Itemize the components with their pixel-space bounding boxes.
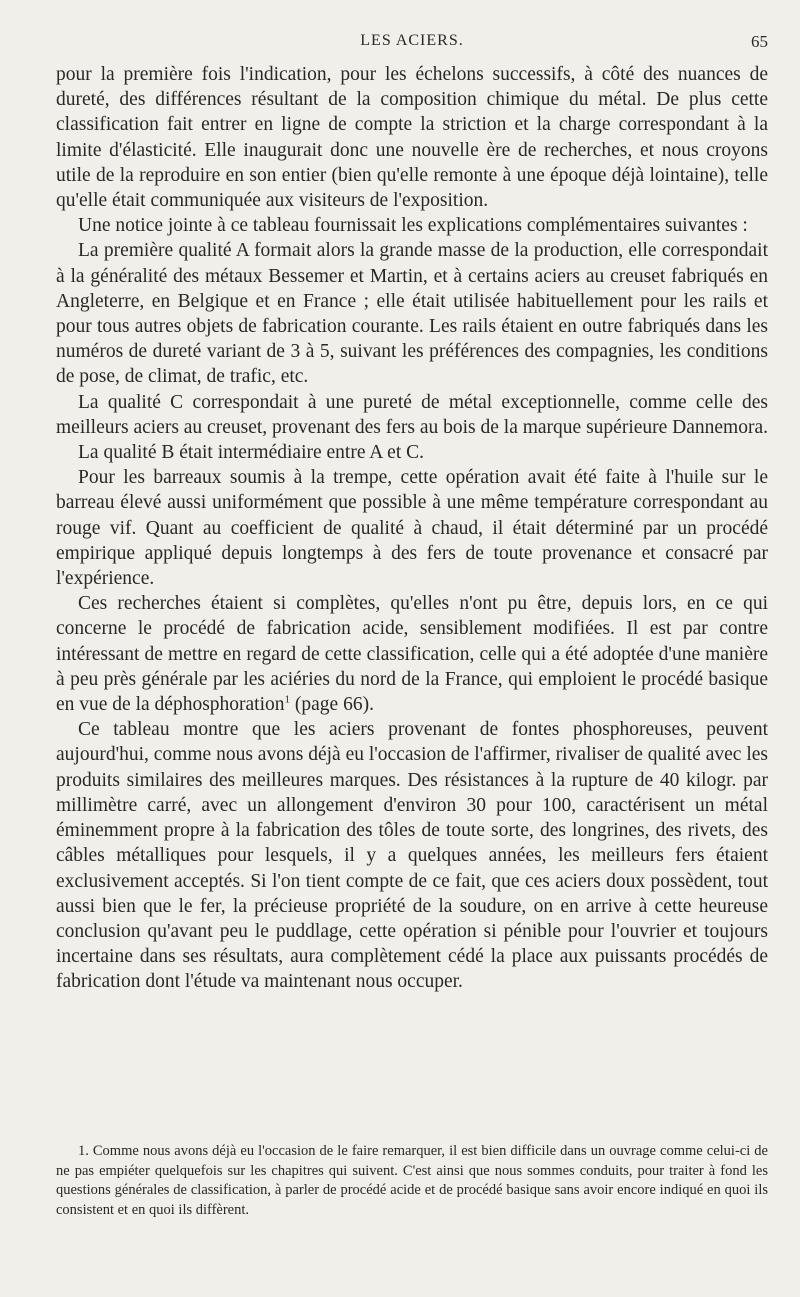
paragraph: La qualité B était intermédiaire entre A et C.: [78, 442, 425, 464]
paragraph: La première qualité A formait alors la grande masse de la production, elle correspondait à la généralité des métaux Bessemer et Martin, et à certains aciers au creuset fabriqués en Angleterre, en Belgique et en France ; elle était utilisée habituellement pour les rails et pour tous autres objets de fabrication courante. Les rails étaient en outre fabriqués dans les numéros de dureté variant de 3 à 5, suivant les préférences des compagnies, les conditions de pose, de climat, de trafic, etc.: [56, 240, 768, 388]
footnotes: [56, 1142, 768, 1220]
footnote-text: Comme nous avons déjà eu l'occasion de le faire remarquer, il est bien difficile dans un ouvrage comme celui-ci de ne pas empiéter quelquefois sur les chapitres qui suivent. C'est ainsi que nous sommes conduits, pour traiter à fond les questions générales de classification, à parler de procédé acide et de procédé basique sans avoir encore indiqué en quoi ils consistent et en quoi ils diffèrent.: [56, 1143, 768, 1218]
paragraph: Ce tableau montre que les aciers provenant de fontes phosphoreuses, peuvent aujourd'hui, comme nous avons déjà eu l'occasion de l'affirmer, rivaliser de qualité avec les produits similaires des meilleures marques. Des résistances à la rupture de 40 kilogr. par millimètre carré, avec un allongement d'environ 30 pour 100, caractérisent un métal éminemment propre à la fabrication des tôles de toute sorte, des longrines, des rivets, des câbles métalliques pour lesquels, il y a quelques années, les meilleurs fers étaient exclusivement acceptés. Si l'on tient compte de ce fait, que ces aciers doux possèdent, tout aussi bien que le fer, la précieuse propriété de la soudure, on en arrive à cette heureuse conclusion qu'avant peu le puddlage, cette opération si pénible pour l'ouvrier et toujours incertaine dans ses résultats, aura complètement cédé la place aux puissants procédés de fabrication dont l'étude va maintenant nous occuper.: [56, 719, 768, 993]
paragraph: La qualité C correspondait à une pureté de métal exceptionnelle, comme celle des meilleurs aciers au creuset, provenant des fers au bois de la marque supérieure Dannemora.: [56, 391, 768, 438]
paragraph-continuation: pour la première fois l'indication, pour les échelons successifs, à côté des nuances de dureté, des différences résultant de la composition chimique du métal. De plus cette classification fait entrer en ligne de compte la striction et la charge correspondant à la limite d'élasticité. Elle inaugurait donc une nouvelle ère de recherches, et nous croyons utile de la reproduire en son entier (bien qu'elle remonte à une époque déjà lointaine), telle qu'elle était communiquée aux visiteurs de l'exposition.: [56, 64, 768, 212]
footnote: [56, 1142, 768, 1220]
footnote-mark: 1.: [78, 1143, 89, 1159]
body-text: [56, 62, 768, 995]
paragraph-tail: (page 66).: [290, 694, 374, 716]
paragraph-text: Ces recherches étaient si complètes, qu'elles n'ont pu être, depuis lors, en ce qui concerne le procédé de fabrication acide, sensiblement modifiées. Il est par contre intéressant de mettre en regard de cette classification, celle qui a été adoptée d'une manière à peu près générale par les aciéries du nord de la France, qui emploient le procédé basique en vue de la déphosphoration: [56, 593, 768, 716]
paragraph: Une notice jointe à ce tableau fournissait les explications complémentaires suivantes :: [78, 215, 748, 237]
page-number: 65: [751, 32, 768, 51]
page-header: [56, 32, 768, 56]
paragraph-with-footnote: [56, 591, 768, 717]
paragraph: Pour les barreaux soumis à la trempe, cette opération avait été faite à l'huile sur le barreau élevé aussi uniformément que possible à une même température correspondant au rouge vif. Quant au coefficient de qualité à chaud, il était déterminé par un procédé empirique appliqué depuis longtemps à des fers de toute provenance et consacré par l'expérience.: [56, 467, 768, 590]
footnote-reference: 1: [284, 693, 291, 706]
running-title: LES ACIERS.: [360, 32, 464, 49]
